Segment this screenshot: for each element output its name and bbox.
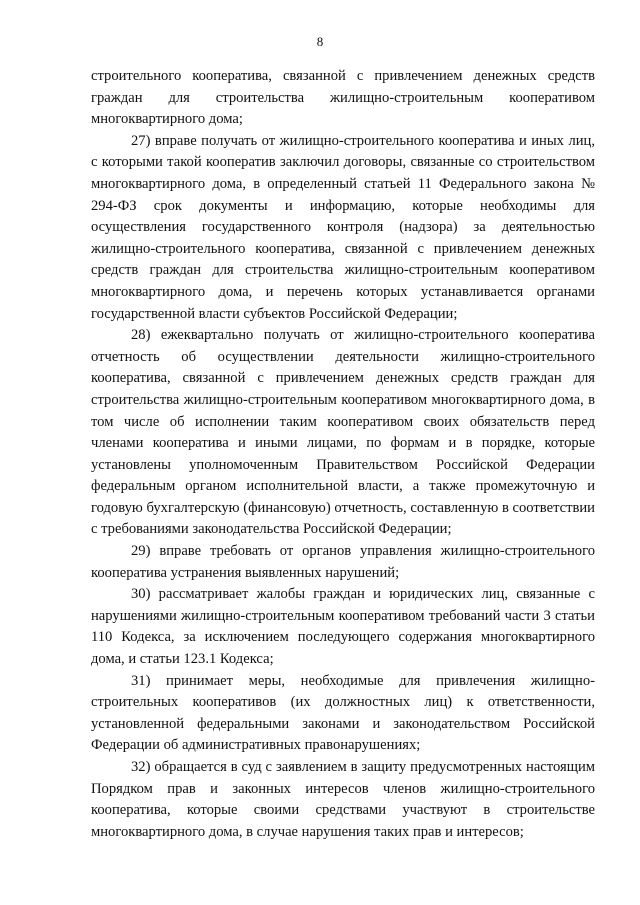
document-body <box>91 66 595 843</box>
paragraph-item-29: 29) вправе требовать от органов управления жилищно-строительного кооператива устранения выявленных нарушений; <box>91 543 595 581</box>
paragraph-continuation: строительного кооператива, связанной с привлечением денежных средств граждан для строительства жилищно-строительным кооперативом многоквартирного дома; <box>91 68 595 128</box>
paragraph-item-28: 28) ежеквартально получать от жилищно-строительного кооператива отчетность об осуществлении деятельности жилищно-строительного кооператива, связанной с привлечением денежных средств граждан для строительства жилищно-строительным кооперативом многоквартирного дома, в том числе об исполнении таким кооперативом своих обязательств перед членами кооператива и иными лицами, по формам и в порядке, которые установлены уполномоченным Правительством Российской Федерации федеральным органом исполнительной власти, а также промежуточную и годовую бухгалтерскую (финансовую) отчетность, составленную в соответствии с требованиями законодательства Российской Федерации; <box>91 327 595 538</box>
paragraph-item-30: 30) рассматривает жалобы граждан и юридических лиц, связанные с нарушениями жилищно-строительным кооперативом требований части 3 статьи 110 Кодекса, за исключением последующего содержания многоквартирного дома, и статьи 123.1 Кодекса; <box>91 586 595 668</box>
page-number: 8 <box>316 34 324 49</box>
paragraph-item-27: 27) вправе получать от жилищно-строительного кооператива и иных лиц, с которыми такой кооператив заключил договоры, связанные со строительством многоквартирного дома, в определенный статьей 11 Федерального закона № 294-ФЗ срок документы и информацию, которые необходимы для осуществления государственного контроля (надзора) за деятельностью жилищно-строительного кооператива, связанной с привлечением денежных средств граждан для строительства жилищно-строительным кооперативом многоквартирного дома, и перечень которых устанавливается органами государственной власти субъектов Российской Федерации; <box>91 132 595 322</box>
paragraph-item-32: 32) обращается в суд с заявлением в защиту предусмотренных настоящим Порядком прав и законных интересов членов жилищно-строительного кооператива, которые своими средствами участвуют в строительстве многоквартирного дома, в случае нарушения таких прав и интересов; <box>91 759 595 840</box>
paragraph-item-31: 31) принимает меры, необходимые для привлечения жилищно-строительных кооперативов (их должностных лиц) к ответственности, установленной федеральными законами и законодательством Российской Федерации об административных правонарушениях; <box>91 672 595 754</box>
